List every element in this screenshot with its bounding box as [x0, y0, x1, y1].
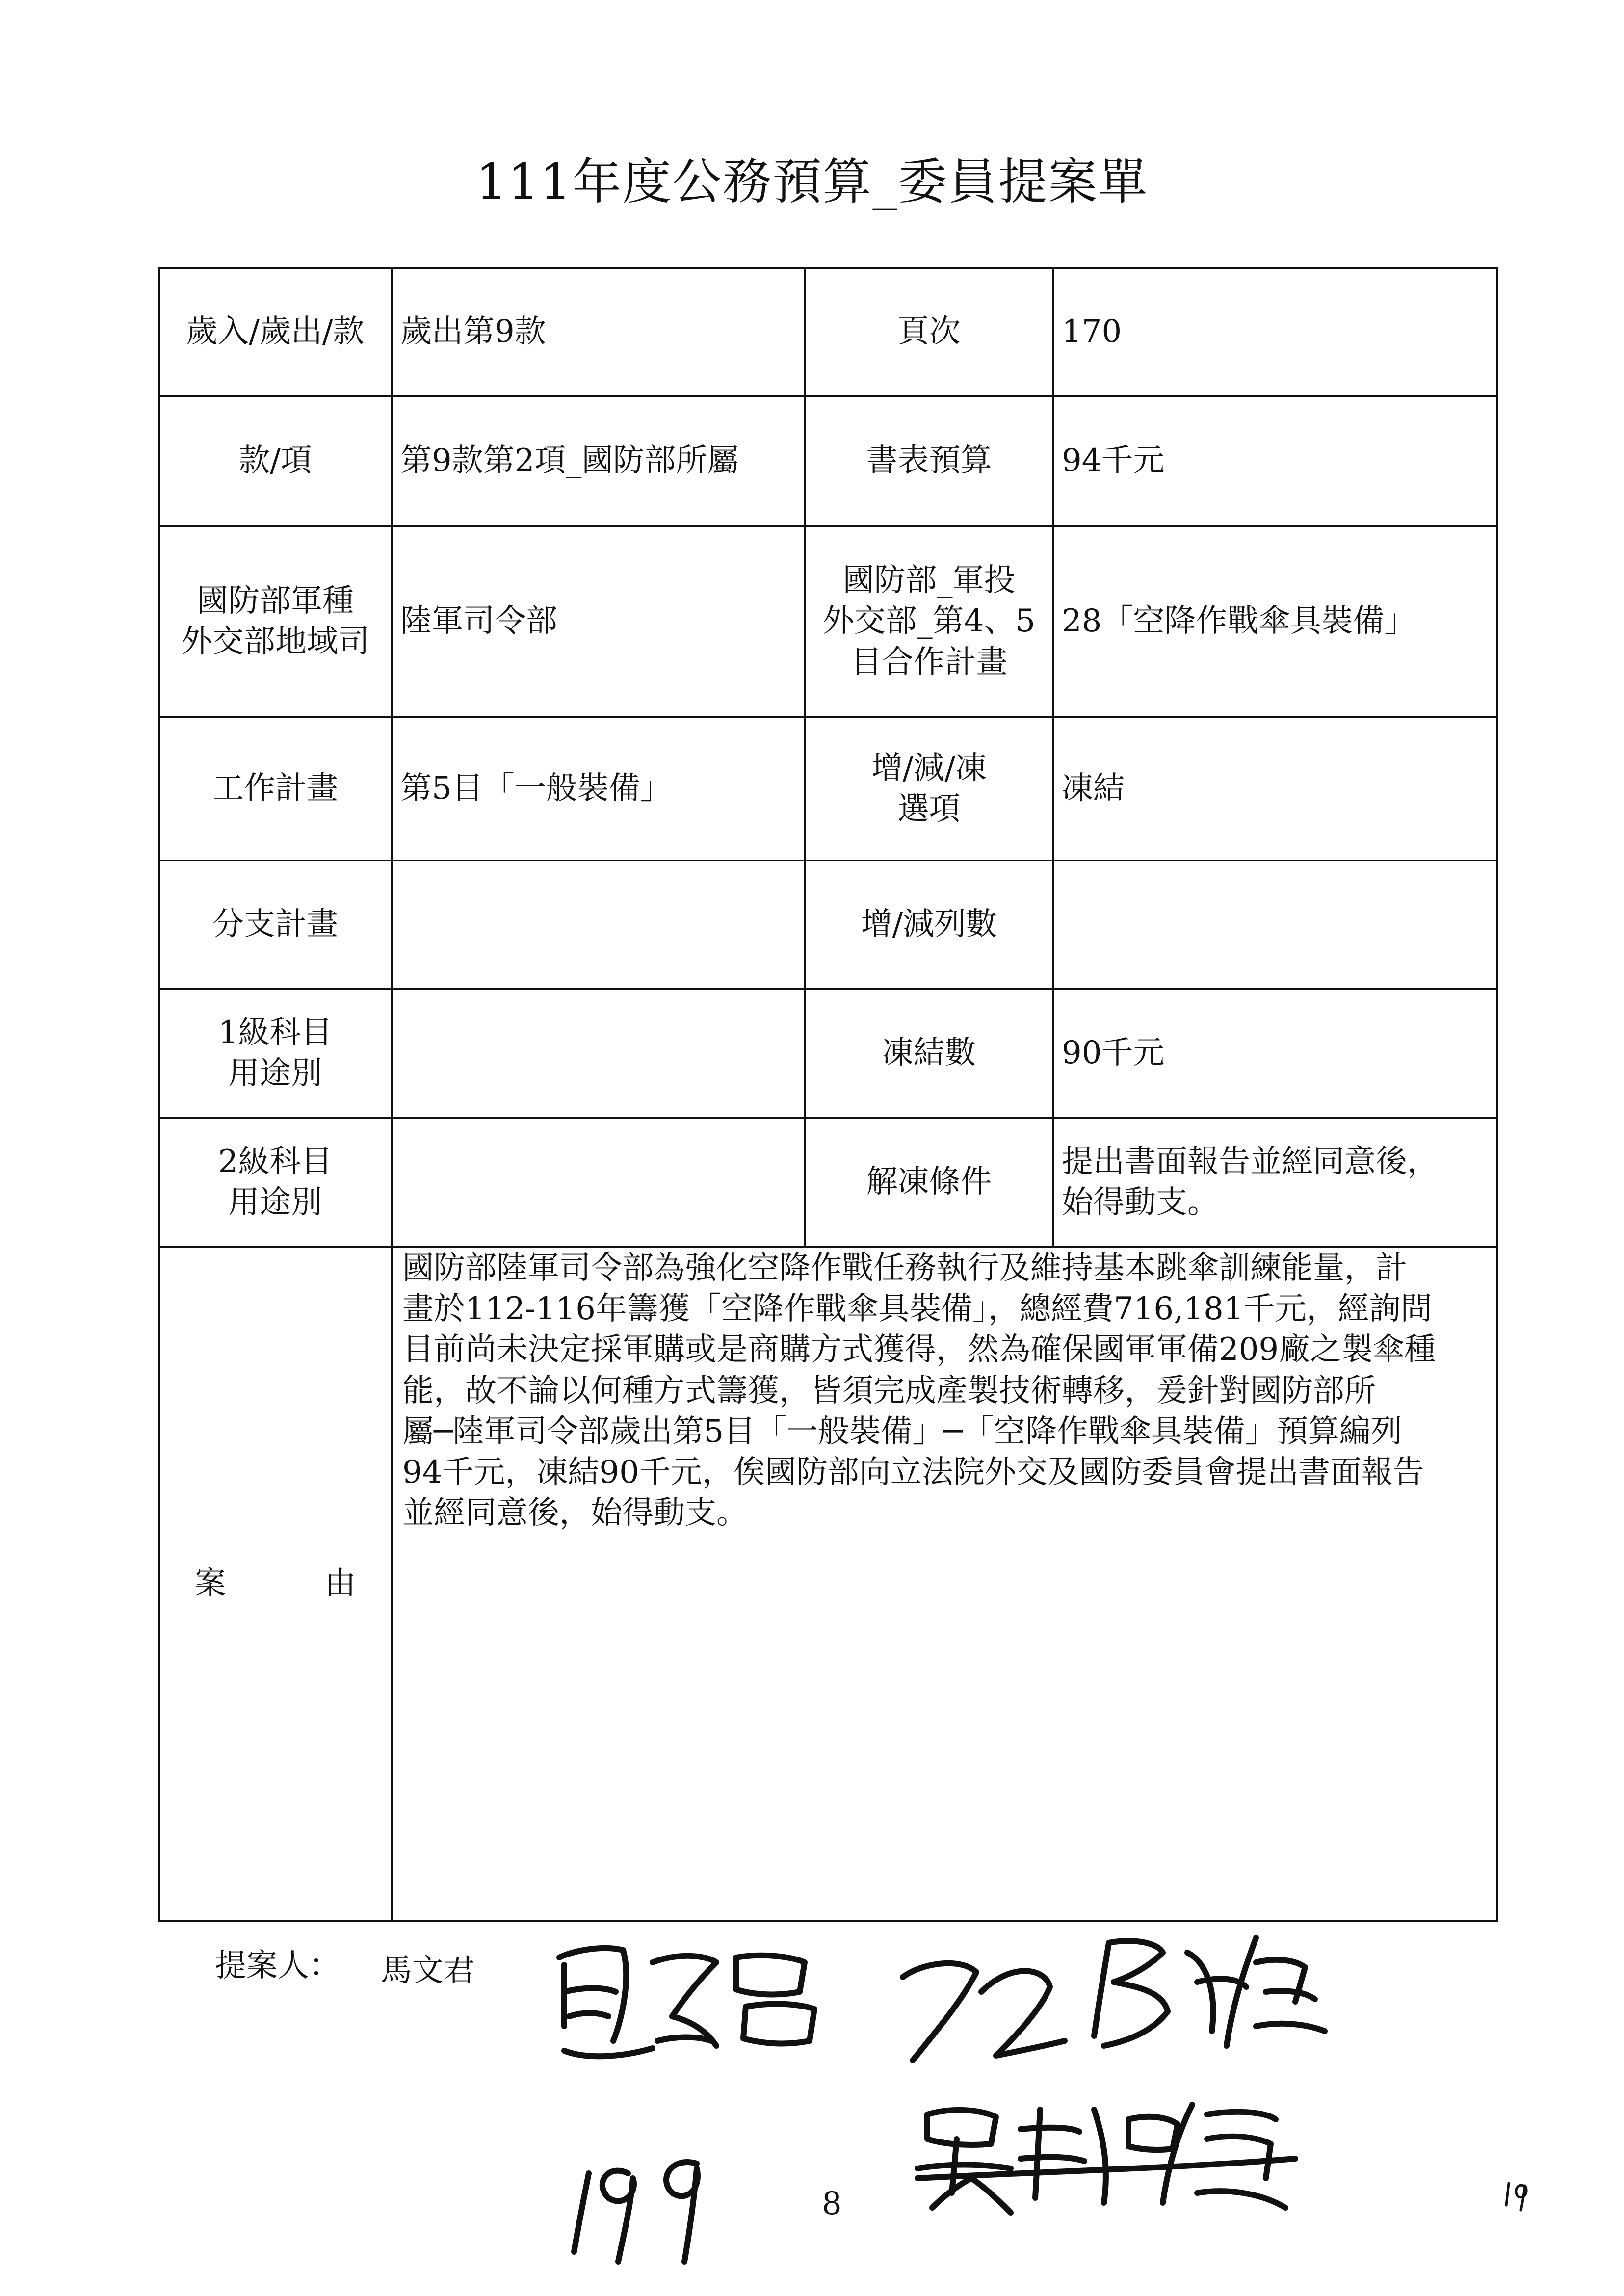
field-value-budget: 94千元	[1053, 396, 1497, 526]
field-value-plan: 28「空降作戰傘具裝備」	[1053, 526, 1497, 717]
proposer-label: 提案人：	[215, 1948, 341, 1984]
field-label-frozen-amount: 凍結數	[805, 989, 1053, 1118]
label-line: 用途別	[228, 1184, 322, 1221]
reason-line: 能，故不論以何種方式籌獲，皆須完成產製技術轉移，爰針對國防部所	[402, 1372, 1376, 1409]
field-value-category: 歲出第9款	[392, 268, 805, 396]
field-value-work-plan: 第5目「一般裝備」	[392, 717, 805, 861]
label-line: 國防部_軍投	[842, 562, 1016, 599]
value-line: 提出書面報告並經同意後，	[1062, 1143, 1439, 1180]
signature-ma-wenjun	[559, 1948, 814, 2056]
field-label-branch-plan: 分支計畫	[159, 861, 392, 989]
reason-line: 畫於112-116年籌獲「空降作戰傘具裝備」，總經費716,181千元，經詢問	[402, 1291, 1432, 1328]
reason-label-char: 由	[324, 1565, 356, 1602]
page-number: 8	[822, 2186, 842, 2222]
label-line: 增/減/凍	[871, 750, 987, 786]
proposer-name: 馬文君	[381, 1953, 475, 1989]
reason-line: 並經同意後，始得動支。	[402, 1495, 748, 1532]
label-line: 選項	[897, 791, 961, 827]
reason-line: 94千元，凍結90千元，俟國防部向立法院外交及國防委員會提出書面報告	[402, 1454, 1424, 1490]
field-label-work-plan: 工作計畫	[159, 717, 392, 861]
field-value-option: 凍結	[1053, 717, 1497, 861]
label-line: 外交部_第4、5	[822, 603, 1036, 640]
label-line: 外交部地域司	[181, 624, 369, 660]
field-label-page: 頁次	[805, 268, 1053, 396]
field-label-item: 款/項	[159, 396, 392, 526]
field-label-category: 歲入/歲出/款	[159, 268, 392, 396]
page-title: 111年度公務預算_委員提案單	[475, 153, 1149, 210]
label-line: 1級科目	[218, 1014, 333, 1051]
label-line: 國防部軍種	[197, 582, 354, 619]
field-label-unfreeze-condition: 解凍條件	[805, 1118, 1053, 1247]
field-label-adjust-amount: 增/減列數	[805, 861, 1053, 989]
signature-wu-sihuai	[917, 2105, 1295, 2213]
value-line: 始得動支。	[1062, 1184, 1219, 1221]
field-label-budget: 書表預算	[805, 396, 1053, 526]
field-value-frozen-amount: 90千元	[1053, 989, 1497, 1118]
reason-line: 目前尚未決定採軍購或是商購方式獲得，然為確保國軍軍備209廠之製傘種	[402, 1331, 1436, 1368]
reason-line: 國防部陸軍司令部為強化空降作戰任務執行及維持基本跳傘訓練能量，計	[402, 1250, 1407, 1286]
handwritten-mark-19	[1506, 2183, 1526, 2210]
handwritten-number-199	[574, 2162, 698, 2262]
reason-line: 屬─陸軍司令部歲出第5目「一般裝備」─「空降作戰傘具裝備」預算編列	[402, 1413, 1402, 1450]
signature-jiang-qichen	[903, 1938, 1325, 2061]
field-value-item: 第9款第2項_國防部所屬	[392, 396, 805, 526]
label-line: 目合作計畫	[850, 644, 1008, 680]
label-line: 用途別	[228, 1055, 322, 1092]
field-value-branch: 陸軍司令部	[392, 526, 805, 717]
field-value-page: 170	[1053, 268, 1497, 396]
reason-label-char: 案	[194, 1565, 226, 1602]
label-line: 2級科目	[218, 1143, 333, 1180]
